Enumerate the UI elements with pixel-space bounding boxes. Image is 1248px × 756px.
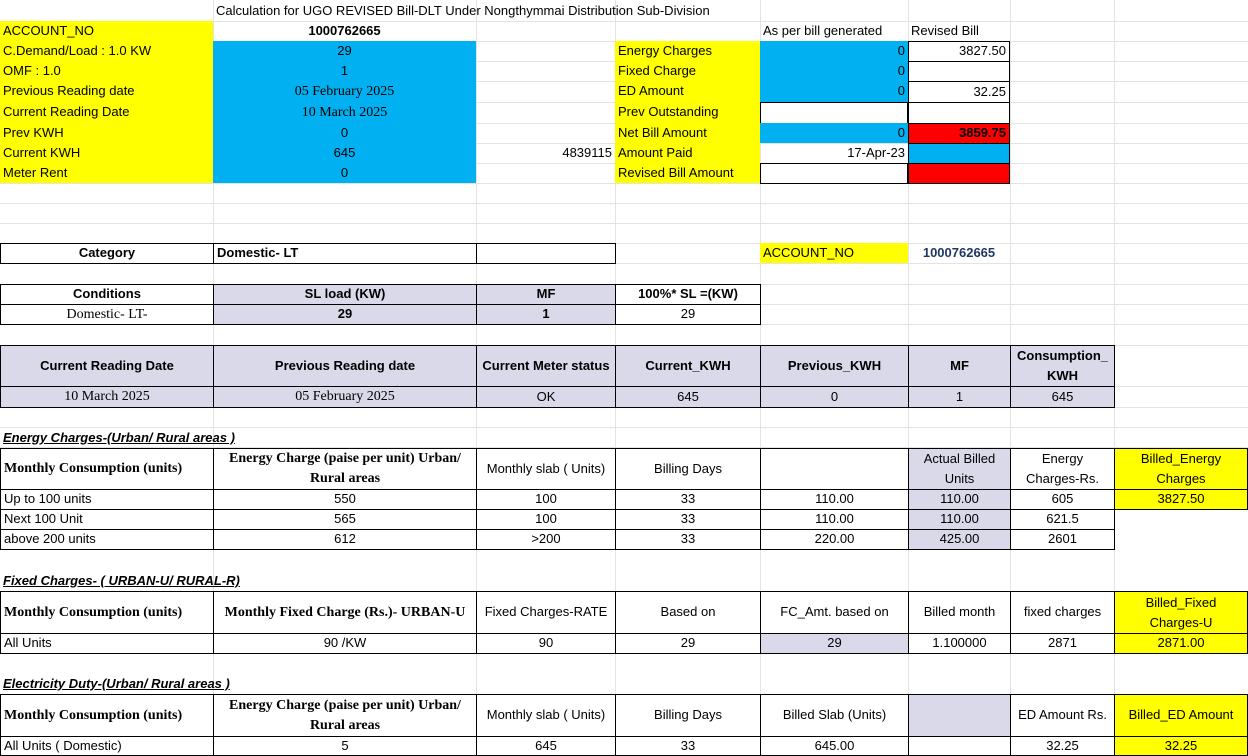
fixed-row-fc-amt[interactable]: 29 bbox=[760, 633, 909, 654]
energy-monthly-consumption-header: Monthly Consumption (units) bbox=[0, 448, 214, 490]
energy-row-2-days[interactable]: 33 bbox=[615, 509, 761, 530]
ed-row-rate[interactable]: 5 bbox=[213, 736, 477, 756]
ed-amount-as-per[interactable]: 0 bbox=[760, 81, 908, 102]
billed-slab-header: Billed Slab (Units) bbox=[760, 694, 909, 737]
ed-monthly-slab-header: Monthly slab ( Units) bbox=[476, 694, 616, 737]
ed-row-billed-slab[interactable]: 645.00 bbox=[760, 736, 909, 756]
energy-row-1-label[interactable]: Up to 100 units bbox=[0, 489, 214, 510]
energy-row-3-charges[interactable]: 2601 bbox=[1010, 529, 1115, 550]
energy-row-2-billed-units[interactable]: 110.00 bbox=[908, 509, 1011, 530]
prev-kwh-label: Prev KWH bbox=[0, 123, 213, 143]
fixed-row-charges[interactable]: 2871 bbox=[1010, 633, 1115, 654]
energy-row-3-billed-units[interactable]: 425.00 bbox=[908, 529, 1011, 550]
ed-amount-label: ED Amount bbox=[615, 81, 760, 102]
meter-status-cell[interactable]: OK bbox=[476, 386, 616, 408]
energy-row-1-billed-units[interactable]: 110.00 bbox=[908, 489, 1011, 510]
fixed-charge-as-per[interactable]: 0 bbox=[760, 61, 908, 81]
current-kwh-label: Current KWH bbox=[0, 143, 213, 163]
ed-row-blank[interactable] bbox=[908, 736, 1011, 756]
energy-charges-label: Energy Charges bbox=[615, 41, 760, 61]
fixed-row-charge[interactable]: 90 /KW bbox=[213, 633, 477, 654]
fixed-monthly-consumption-header: Monthly Consumption (units) bbox=[0, 591, 214, 634]
fixed-charge-label: Fixed Charge bbox=[615, 61, 760, 81]
current-reading-date-value[interactable]: 10 March 2025 bbox=[213, 102, 476, 123]
energy-row-2-rate[interactable]: 565 bbox=[213, 509, 477, 530]
fixed-charges-header: fixed charges bbox=[1010, 591, 1115, 634]
category-value[interactable]: Domestic- LT bbox=[213, 243, 477, 264]
meter-rent-label: Meter Rent bbox=[0, 163, 213, 183]
fixed-row-label[interactable]: All Units bbox=[0, 633, 214, 654]
net-bill-amount-revised[interactable]: 3859.75 bbox=[908, 123, 1010, 144]
billed-month-header: Billed month bbox=[908, 591, 1011, 634]
energy-charges-rs-header: Energy Charges-Rs. bbox=[1010, 448, 1115, 490]
fixed-charge-revised[interactable] bbox=[908, 61, 1010, 82]
amount-paid-revised[interactable] bbox=[908, 143, 1010, 164]
energy-charges-as-per[interactable]: 0 bbox=[760, 41, 908, 61]
billed-ed-amount-header: Billed_ED Amount bbox=[1114, 694, 1248, 737]
sl-percent-header: 100%* SL =(KW) bbox=[615, 284, 761, 305]
energy-row-2-charges[interactable]: 621.5 bbox=[1010, 509, 1115, 530]
meter-status-header: Current Meter status bbox=[476, 345, 616, 387]
as-per-bill-header: As per bill generated bbox=[763, 22, 883, 38]
billed-energy-charges-value[interactable]: 3827.50 bbox=[1114, 489, 1248, 510]
net-bill-amount-as-per[interactable]: 0 bbox=[760, 123, 908, 143]
fixed-charges-title: Fixed Charges- ( URBAN-U/ RURAL-R) bbox=[3, 572, 240, 588]
prev-outstanding-label: Prev Outstanding bbox=[615, 102, 760, 123]
ed-amount-revised[interactable]: 32.25 bbox=[908, 81, 1010, 103]
readings-mf-cell[interactable]: 1 bbox=[908, 386, 1011, 408]
billed-energy-charges-header: Billed_Energy Charges bbox=[1114, 448, 1248, 490]
energy-blank-header bbox=[760, 448, 909, 490]
ed-row-label[interactable]: All Units ( Domestic) bbox=[0, 736, 214, 756]
previous-kwh-header: Previous_KWH bbox=[760, 345, 909, 387]
revised-bill-amount-label: Revised Bill Amount bbox=[615, 163, 760, 183]
fixed-row-rate[interactable]: 90 bbox=[476, 633, 616, 654]
mf-value[interactable]: 1 bbox=[476, 304, 616, 325]
misc-number-cell[interactable]: 4839115 bbox=[562, 144, 612, 160]
sl-load-header: SL load (KW) bbox=[213, 284, 477, 305]
fixed-charges-rate-header: Fixed Charges-RATE bbox=[476, 591, 616, 634]
billed-fixed-charges-header: Billed_Fixed Charges-U bbox=[1114, 591, 1248, 634]
sheet-title: Calculation for UGO REVISED Bill-DLT Under Nongthymmai Distribution Sub-Division bbox=[216, 3, 710, 19]
category-empty-cell[interactable] bbox=[476, 243, 616, 264]
current-reading-date-label: Current Reading Date bbox=[0, 102, 213, 123]
revised-bill-amount-as-per[interactable] bbox=[760, 163, 908, 184]
omf-label: OMF : 1.0 bbox=[0, 61, 213, 81]
previous-reading-date-value[interactable]: 05 February 2025 bbox=[213, 81, 476, 102]
conditions-value[interactable]: Domestic- LT- bbox=[0, 304, 214, 325]
prev-outstanding-revised[interactable] bbox=[908, 102, 1010, 124]
sl-percent-value[interactable]: 29 bbox=[615, 304, 761, 325]
energy-charges-title: Energy Charges-(Urban/ Rural areas ) bbox=[3, 429, 235, 445]
energy-row-3-slab[interactable]: >200 bbox=[476, 529, 616, 550]
account-no-value[interactable]: 1000762665 bbox=[308, 22, 381, 38]
current-reading-date-cell[interactable]: 10 March 2025 bbox=[0, 386, 214, 408]
previous-reading-date-header: Previous Reading date bbox=[213, 345, 477, 387]
previous-kwh-cell[interactable]: 0 bbox=[760, 386, 909, 408]
ed-amount-rs-header: ED Amount Rs. bbox=[1010, 694, 1115, 737]
current-reading-date-header: Current Reading Date bbox=[0, 345, 214, 387]
energy-charges-revised[interactable]: 3827.50 bbox=[908, 41, 1010, 62]
fixed-row-based-on[interactable]: 29 bbox=[615, 633, 761, 654]
energy-row-3-rate[interactable]: 612 bbox=[213, 529, 477, 550]
demand-load-value[interactable]: 29 bbox=[213, 41, 476, 61]
revised-bill-header: Revised Bill bbox=[911, 22, 979, 38]
energy-row-1-calc[interactable]: 110.00 bbox=[760, 489, 909, 510]
readings-mf-header: MF bbox=[908, 345, 1011, 387]
billed-fixed-charges-value[interactable]: 2871.00 bbox=[1114, 633, 1248, 654]
energy-row-1-rate[interactable]: 550 bbox=[213, 489, 477, 510]
energy-row-1-days[interactable]: 33 bbox=[615, 489, 761, 510]
fc-amt-based-on-header: FC_Amt. based on bbox=[760, 591, 909, 634]
energy-row-2-label[interactable]: Next 100 Unit bbox=[0, 509, 214, 530]
sl-load-value[interactable]: 29 bbox=[213, 304, 477, 325]
electricity-duty-title: Electricity Duty-(Urban/ Rural areas ) bbox=[3, 675, 230, 691]
ed-monthly-consumption-header: Monthly Consumption (units) bbox=[0, 694, 214, 737]
actual-billed-units-header: Actual Billed Units bbox=[908, 448, 1011, 490]
energy-row-2-calc[interactable]: 110.00 bbox=[760, 509, 909, 530]
energy-row-3-days[interactable]: 33 bbox=[615, 529, 761, 550]
previous-reading-date-label: Previous Reading date bbox=[0, 81, 213, 102]
energy-row-1-charges[interactable]: 605 bbox=[1010, 489, 1115, 510]
meter-rent-value[interactable]: 0 bbox=[213, 163, 476, 183]
conditions-header: Conditions bbox=[0, 284, 214, 305]
omf-value[interactable]: 1 bbox=[213, 61, 476, 81]
energy-row-2-slab[interactable]: 100 bbox=[476, 509, 616, 530]
current-kwh-value[interactable]: 645 bbox=[213, 143, 476, 163]
monthly-fixed-charge-header: Monthly Fixed Charge (Rs.)- URBAN-U bbox=[213, 591, 477, 634]
account-no-label-2: ACCOUNT_NO bbox=[760, 243, 908, 263]
ed-charge-rate-header: Energy Charge (paise per unit) Urban/ Rural areas bbox=[213, 694, 477, 737]
consumption-kwh-header: Consumption_KWH bbox=[1010, 345, 1115, 387]
account-no-label: ACCOUNT_NO bbox=[0, 21, 213, 41]
mf-header: MF bbox=[476, 284, 616, 305]
consumption-kwh-cell[interactable]: 645 bbox=[1010, 386, 1115, 408]
demand-load-label: C.Demand/Load : 1.0 KW bbox=[0, 41, 213, 61]
billed-ed-amount-value[interactable]: 32.25 bbox=[1114, 736, 1248, 756]
ed-row-days[interactable]: 33 bbox=[615, 736, 761, 756]
energy-row-1-slab[interactable]: 100 bbox=[476, 489, 616, 510]
energy-billing-days-header: Billing Days bbox=[615, 448, 761, 490]
current-kwh-header: Current_KWH bbox=[615, 345, 761, 387]
account-no-value-2[interactable]: 1000762665 bbox=[922, 244, 996, 260]
energy-row-3-label[interactable]: above 200 units bbox=[0, 529, 214, 550]
based-on-header: Based on bbox=[615, 591, 761, 634]
fixed-row-billed-month[interactable]: 1.100000 bbox=[908, 633, 1011, 654]
revised-bill-amount-revised[interactable] bbox=[908, 163, 1010, 184]
energy-row-3-calc[interactable]: 220.00 bbox=[760, 529, 909, 550]
ed-row-slab[interactable]: 645 bbox=[476, 736, 616, 756]
amount-paid-date[interactable]: 17-Apr-23 bbox=[847, 144, 905, 160]
ed-blank-header bbox=[908, 694, 1011, 737]
current-kwh-cell[interactable]: 645 bbox=[615, 386, 761, 408]
category-label: Category bbox=[0, 243, 214, 264]
prev-outstanding-as-per[interactable] bbox=[760, 102, 908, 124]
ed-billing-days-header: Billing Days bbox=[615, 694, 761, 737]
previous-reading-date-cell[interactable]: 05 February 2025 bbox=[213, 386, 477, 408]
energy-monthly-slab-header: Monthly slab ( Units) bbox=[476, 448, 616, 490]
ed-row-amount[interactable]: 32.25 bbox=[1010, 736, 1115, 756]
prev-kwh-value[interactable]: 0 bbox=[213, 123, 476, 143]
energy-charge-rate-header: Energy Charge (paise per unit) Urban/ Rural areas bbox=[213, 448, 477, 490]
net-bill-amount-label: Net Bill Amount bbox=[615, 123, 760, 143]
amount-paid-label: Amount Paid bbox=[615, 143, 760, 163]
